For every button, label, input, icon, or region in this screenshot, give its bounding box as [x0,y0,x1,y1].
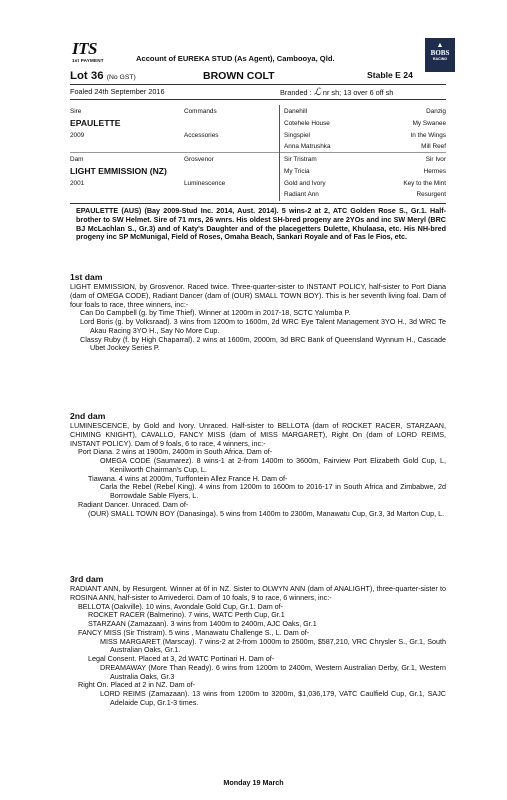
dam-year: 2001 [70,180,85,187]
lot-label: Lot 36 [70,70,104,82]
section-heading: 2nd dam [70,411,106,421]
gen3-right: In the Wings [410,132,446,139]
dam-section-1 [70,272,446,353]
pedigree-gen3-row [284,120,446,127]
sire-name: EPAULETTE [70,118,121,128]
progeny-entry: DREAMAWAY (More Than Ready). 6 wins from 1200m to 2400m, Western Australian Derby, Gr.1, Western Australia Oaks, Gr.3 [100,662,446,681]
foaled-date: Foaled 24th September 2016 [70,87,165,96]
pedigree-gen3-row [284,168,446,175]
divider [70,84,446,85]
dam-dam: Luminescence [184,180,226,187]
sale-date-footer: Monday 19 March [223,778,284,787]
pedigree-gen3-row [284,143,446,150]
dam-name: LIGHT EMMISSION (NZ) [70,166,167,176]
dam-section-2 [70,411,446,518]
sire-summary: EPAULETTE (AUS) (Bay 2009-Stud Inc. 2014, Aust. 2014). 5 wins-2 at 2, ATC Golden Rose S., Gr.1. Half-brother to SW Helmet. Sire of 71 mrs, 26 wnrs. His oldest SH-bred progeny are 2YOs and inc SW Meryl (BRC BJ McLachlan S., Gr.3) and of Katy's Daughter and of the placegetters Dulette, Khulaasa, etc. His NH-bred progeny inc SP McMunigal, Field of Roses, Omaha Beach, Sankari Royale and of Fas le Fios, etc. [76,206,446,242]
gen3-right: Key to the Mint [403,180,446,187]
pedigree-gen3-row [284,180,446,187]
branded-info [280,87,393,98]
dam-paragraph: LUMINESCENCE, by Gold and Ivory. Unraced. Half-sister to BELLOTA (dam of ROCKET RACER, STARZAAN, CHIMING KNIGHT), CAVALLO, FANCY MISS (dam of MISS MARGARET), Right On (dam of LORD REIMS, INSTANT POLICY). Dam of 9 foals, 6 to race, 4 winners, inc:- [70,421,446,448]
progeny-entry: Legal Consent. Placed at 3, 2d WATC Portinari H. Dam of- [88,654,275,663]
bobs-badge [425,38,455,72]
progeny-entry: Classy Ruby (f. by High Chaparral). 2 wins at 1600m, 2000m, 3d BRC Bank of Queensland Wynnum H., Cascade Ubet Jockey Series P. [80,334,446,353]
progeny-entry: Tiawana. 4 wins at 2000m, Turffontein Allez France H. Dam of- [88,473,288,483]
gen3-left: Gold and Ivory [284,180,326,187]
progeny-entry: BELLOTA (Oakville). 10 wins, Avondale Gold Cup, Gr.1. Dam of- [78,601,284,611]
pedigree-gen3-row [284,108,446,115]
gen3-right: Sir Ivor [425,156,446,163]
progeny-entry: Carla the Rebel (Rebel King). 4 wins from 1200m to 1600m to 2016-17 in South Africa and Zimbabwe, 2d Borrowdale Sable Flyers, L. [100,482,446,500]
gen3-left: Cotehele House [284,120,330,127]
pedigree-gen3-row [284,132,446,139]
gen3-left: Radiant Ann [284,191,319,198]
pedigree-gen3-row [284,191,446,198]
sire-dam: Accessories [184,132,219,139]
progeny-entry: (OUR) SMALL TOWN BOY (Danasinga). 5 wins from 1400m to 2300m, Manawatu Cup, Gr.3, 3d Marton Cup, L. [88,508,445,518]
section-heading: 1st dam [70,272,103,282]
gen3-left: Sir Tristram [284,156,317,163]
sire-year: 2009 [70,132,85,139]
progeny-entry: OMEGA CODE (Saumarez). 8 wins-1 at 2-from 1400m to 3600m, Fairview Port Elizabeth Gold Cup, L, Kenilworth Chairman's Cup, L. [100,456,446,474]
crown-icon: ▲ [436,42,444,49]
pedigree-vertical-line [279,105,280,201]
its-logo [72,39,116,66]
progeny-entry: Radiant Dancer. Unraced. Dam of- [78,499,189,509]
badge-line2: RACING [432,57,448,61]
progeny-entry: FANCY MISS (Sir Tristram). 5 wins , Manawatu Challenge S., L. Dam of- [78,627,310,637]
progeny-entry: Can Do Campbell (g. by Time Thief). Winner at 1200m in 2017-18, SCTC Yalumba P. [80,308,351,318]
divider [70,203,446,204]
pedigree-divider [70,152,446,153]
gen3-left: Singspiel [284,132,310,139]
gen3-left: Danehill [284,108,308,115]
branded-label: Branded : [280,88,312,97]
branded-detail: nr sh; 13 over 6 off sh [322,88,394,97]
gen3-left: Anna Matrushka [284,143,331,150]
gen3-right: Resurgent [416,191,446,198]
progeny-entry: MISS MARGARET (Marscay). 7 wins-2 at 2-from 1000m to 2500m, $587,210, VRC Chrysler S., Gr.1, South Australian Oaks, Gr.1. [100,636,446,655]
pedigree-table [70,105,446,201]
dam-section-3 [70,574,446,708]
gen3-right: Hermes [423,168,446,175]
badge-line1: BOBS [430,49,450,57]
gen3-left: My Tricia [284,168,310,175]
gst-note: (No GST) [106,74,136,81]
pedigree-gen3-row [284,156,446,163]
gen3-right: My Swanee [412,120,446,127]
progeny-entry: STARZAAN (Zamazaan). 3 wins from 1400m to 2400m, AJC Oaks, Gr.1 [88,619,317,628]
dam-paragraph: LIGHT EMMISSION, by Grosvenor. Raced twice. Three-quarter-sister to INSTANT POLICY, half-sister to Port Diana (dam of OMEGA CODE), Radiant Dancer (dam of (OUR) SMALL TOWN BOY). This is her seventh living foal. Dam of four foals to race, three winners, inc:- [70,282,446,309]
lot-number [70,70,136,82]
divider [70,99,446,100]
section-heading: 3rd dam [70,574,104,584]
gen3-right: Danzig [426,108,446,115]
sire-sire: Commands [184,108,217,115]
gen3-right: Mill Reef [421,143,446,150]
dam-paragraph: RADIANT ANN, by Resurgent. Winner at 6f in NZ. Sister to OLWYN ANN (dam of ANALIGHT), three-quarter-sister to ROSINA ANN, half-sister to Arrivederci. Dam of 10 foals, 9 to race, 6 winners, inc:- [70,584,446,602]
logo-subtext: 1st PAYMENT [72,58,104,63]
progeny-entry: Port Diana. 2 wins at 1900m, 2400m in South Africa. Dam of- [78,447,273,457]
progeny-entry: Right On. Placed at 2 in NZ. Dam of- [78,680,196,690]
dam-label: Dam [70,156,84,163]
dam-sire: Grosvenor [184,156,214,163]
brand-mark: ℒ [313,87,321,98]
lot-title: BROWN COLT [203,70,275,82]
stable-number: Stable E 24 [367,70,413,80]
vendor-account: Account of EUREKA STUD (As Agent), Cambooya, Qld. [136,54,335,63]
logo-text: ITS [72,39,97,58]
sire-label: Sire [70,108,82,115]
progeny-entry: LORD REIMS (Zamazaan). 13 wins from 1200m to 3200m, $1,036,179, VATC Caulfield Cup, Gr.1, SAJC Adelaide Cup, Gr.1-3 times. [100,689,446,707]
progeny-entry: ROCKET RACER (Balmerino). 7 wins, WATC Perth Cup, Gr.1 [88,610,285,620]
progeny-entry: Lord Boris (g. by Volksraad). 3 wins from 1200m to 1600m, 2d WRC Eye Talent Management 3YO H., 3d WRC Te Akau Racing 3YO H., Say No More Cup. [80,317,446,335]
